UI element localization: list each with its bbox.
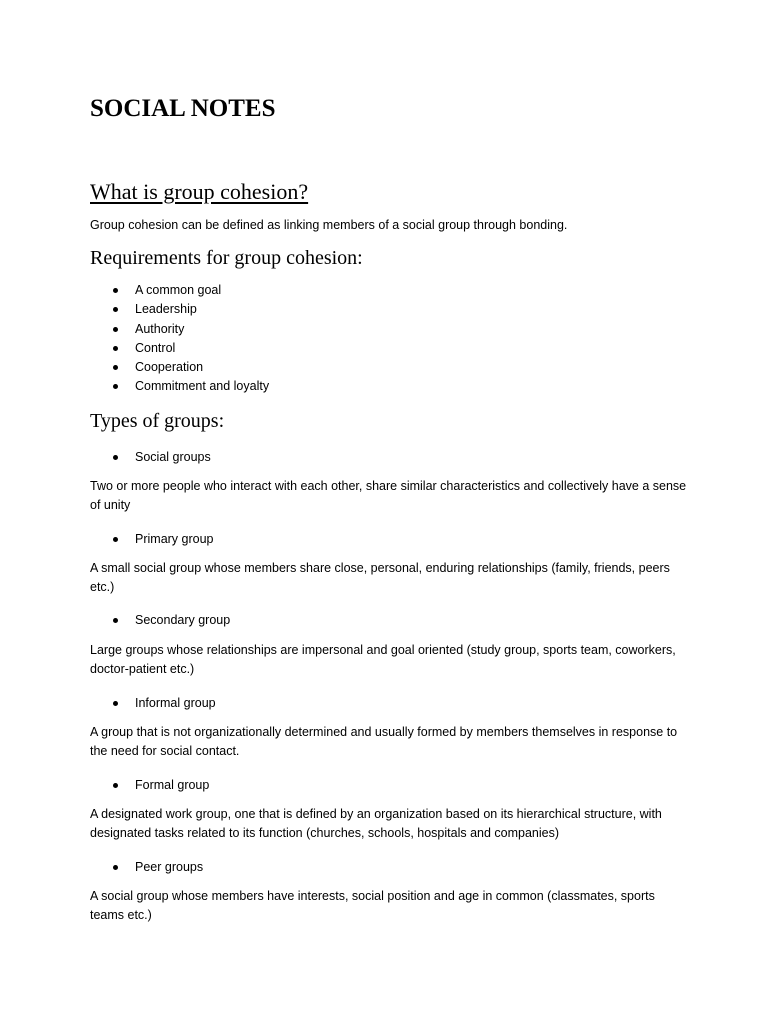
list-item-label: Control [135,340,176,355]
bullet-icon [113,365,118,370]
group-type-item [90,530,214,549]
group-type-description: Two or more people who interact with each other, share similar characteristics and collectively have a sense of unity [90,479,687,512]
group-type-name: Social groups [135,450,211,464]
list-item [90,339,269,358]
list-item [90,281,269,300]
group-type-name: Formal group [135,778,210,792]
group-type-name: Peer groups [135,860,204,874]
group-type-name: Primary group [135,532,214,546]
definition-text: Group cohesion can be defined as linking members of a social group through bonding. [90,218,568,232]
bullet-icon [113,455,118,460]
bullet-icon [113,701,118,706]
group-type-description: A small social group whose members share close, personal, enduring relationships (family, friends, peers etc.) [90,561,670,594]
bullet-icon [113,537,118,542]
group-type-description: Large groups whose relationships are impersonal and goal oriented (study group, sports team, coworkers, doctor-patient etc.) [90,643,676,676]
group-type-description: A social group whose members have interests, social position and age in common (classmates, sports teams etc.) [90,889,655,922]
list-item [90,358,269,377]
requirements-heading: Requirements for group cohesion: [90,247,363,269]
list-item [90,377,269,396]
document-title: SOCIAL NOTES [90,95,276,122]
list-item-label: A common goal [135,283,222,297]
bullet-icon [113,865,118,870]
group-type-description: A designated work group, one that is defined by an organization based on its hierarchical structure, with designated tasks related to its function (churches, schools, hospitals and companies) [90,807,662,840]
bullet-icon [113,307,118,312]
group-type-item [90,776,209,795]
bullet-icon [113,327,118,332]
group-type-item [90,694,216,713]
list-item [90,320,269,339]
types-heading: Types of groups: [90,410,225,432]
requirements-list [90,281,269,397]
list-item-label: Commitment and loyalty [135,379,270,394]
bullet-icon [113,783,118,788]
group-type-item [90,858,203,877]
group-type-description: A group that is not organizationally determined and usually formed by members themselves in response to the need for social contact. [90,725,678,758]
group-type-name: Informal group [135,696,216,710]
list-item [90,300,269,319]
list-item-label: Leadership [135,302,197,317]
bullet-icon [113,618,118,623]
group-type-name: Secondary group [135,613,231,627]
bullet-icon [113,288,118,293]
bullet-icon [113,384,118,389]
list-item-label: Authority [135,321,185,336]
group-type-item [90,448,211,467]
list-item-label: Cooperation [135,360,204,375]
bullet-icon [113,346,118,351]
section-heading: What is group cohesion? [90,179,309,204]
group-type-item [90,611,230,630]
